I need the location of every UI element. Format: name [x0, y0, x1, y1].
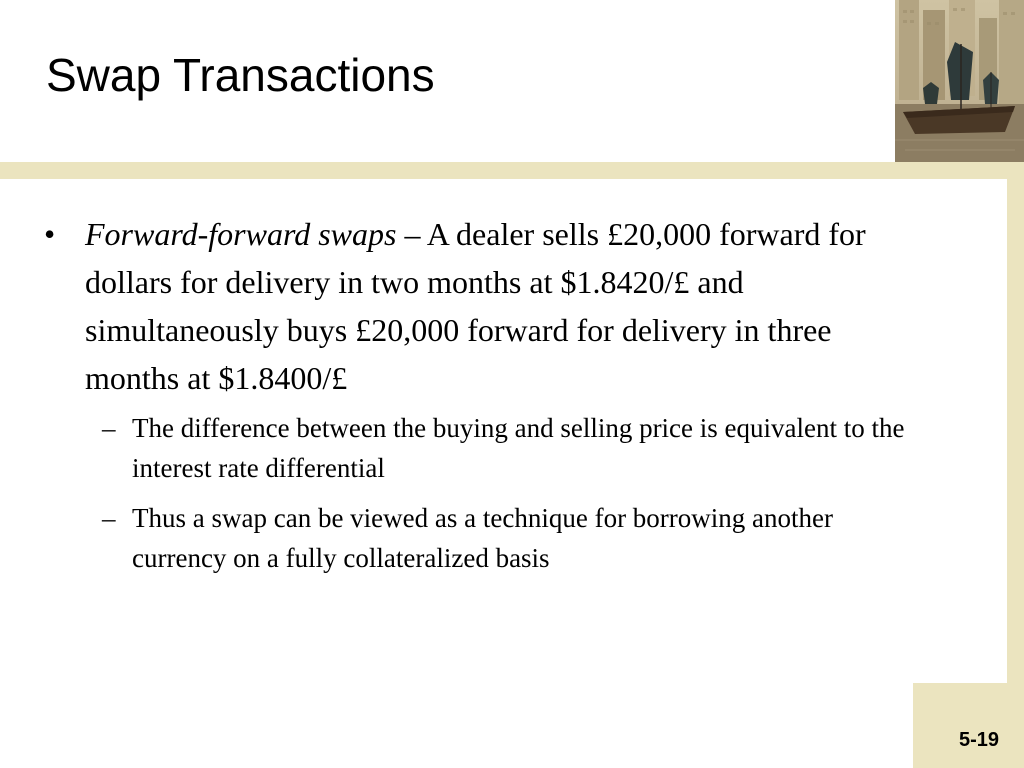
sub-bullet-marker: – [102, 503, 116, 533]
junk-boat-photo [895, 0, 1024, 162]
sub-bullet-item [44, 498, 944, 578]
sub-bullet-text: Thus a swap can be viewed as a technique for borrowing another currency on a fully collateralized basis [132, 503, 833, 573]
right-edge-band [1007, 162, 1024, 768]
bullet-text [85, 210, 930, 402]
slide-number: 5-19 [958, 729, 999, 751]
header-divider-band [0, 162, 1024, 179]
bullet-marker: • [44, 216, 56, 252]
sub-bullet-marker: – [102, 413, 116, 443]
bullet-description: – A dealer sells £20,000 forward for dollars for delivery in two months at $1.8420/£ and simultaneously buys £20,000 forward for delivery in three months at $1.8400/£ [85, 216, 866, 396]
sub-bullet-item [44, 408, 944, 488]
slide-body [44, 210, 944, 578]
bullet-term: Forward-forward swaps [85, 216, 397, 252]
sub-bullet-text: The difference between the buying and selling price is equivalent to the interest rate differential [132, 413, 905, 483]
slide-title: Swap Transactions [46, 49, 435, 101]
slide-number-box [913, 683, 1024, 768]
bullet-item [44, 210, 944, 402]
